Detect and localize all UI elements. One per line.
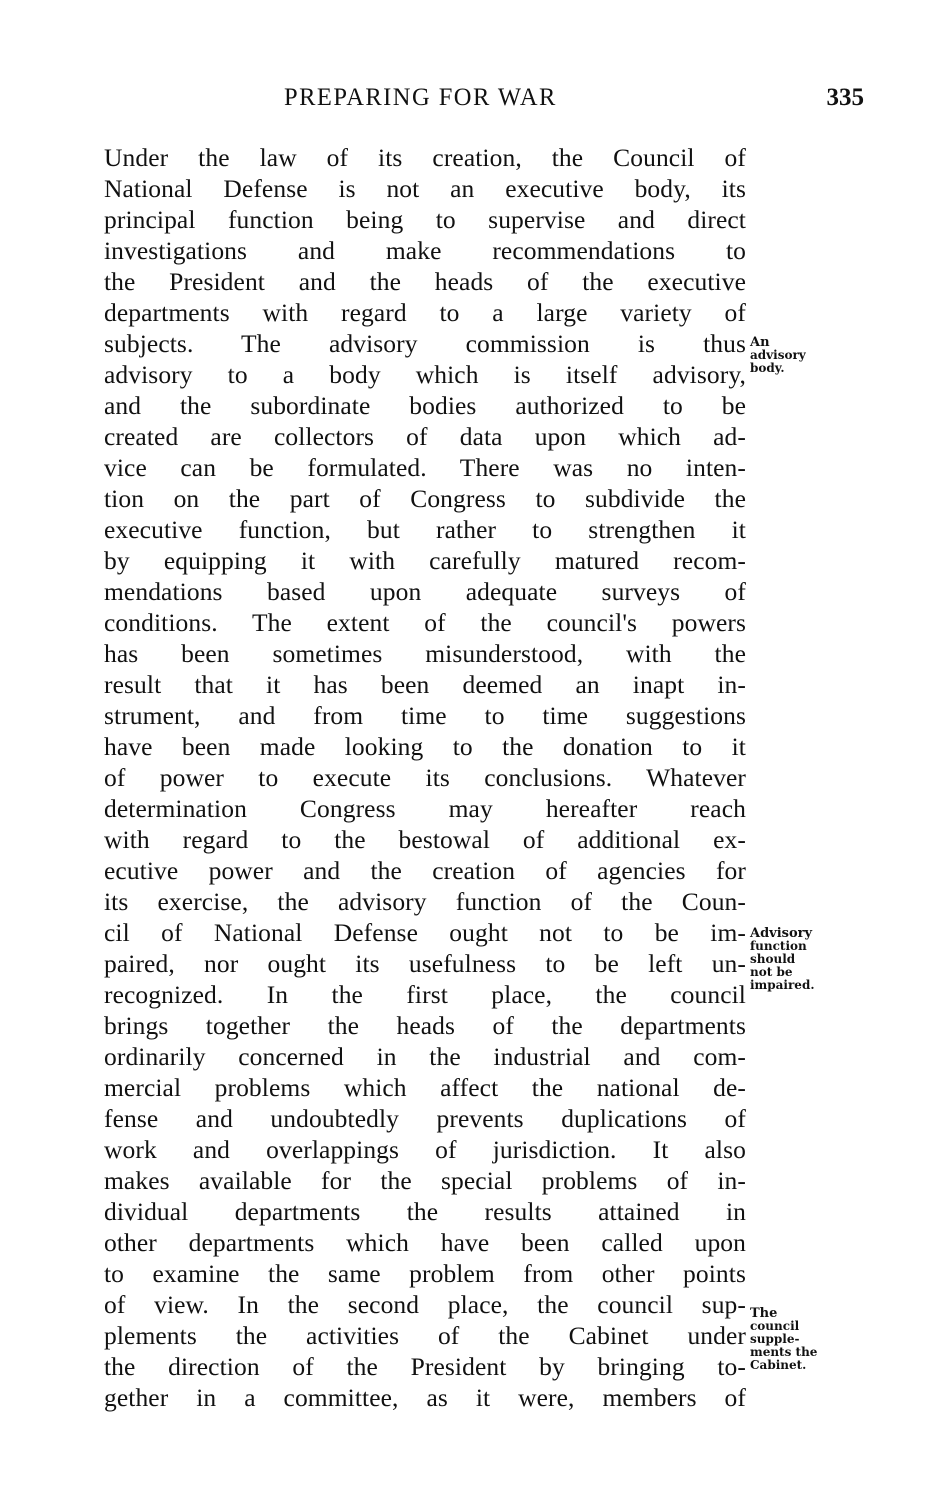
text-line: determination Congress may hereafter reach [104,794,746,823]
text-line: work and overlappings of jurisdiction. It also [104,1135,746,1164]
text-line: its exercise, the advisory function of the Coun- [104,887,746,916]
text-line: makes available for the special problems of in- [104,1166,746,1195]
running-title: PREPARING FOR WAR [284,84,557,111]
text-line: by equipping it with carefully matured recom- [104,546,746,575]
margin-note-line: Advisory [750,926,813,941]
margin-note-line: function [750,939,807,953]
margin-note-line: should [750,952,796,966]
text-line: tion on the part of Congress to subdivide the [104,484,746,513]
margin-note-line: supple- [750,1332,800,1346]
text-line: recognized. In the first place, the council [104,980,746,1009]
text-line: created are collectors of data upon which ad- [104,422,746,451]
margin-note-advisory-body [750,336,860,375]
text-line: strument, and from time to time suggestions [104,701,746,730]
margin-note-line: advisory [750,348,806,362]
text-line: conditions. The extent of the council's powers [104,608,746,637]
text-line: cil of National Defense ought not to be im- [104,918,746,947]
margin-note-council-supplements [750,1307,860,1372]
text-line: departments with regard to a large variety of [104,298,746,327]
text-line: result that it has been deemed an inapt in- [104,670,746,699]
margin-note-line: body. [750,361,785,375]
text-line: the President and the heads of the executive [104,267,746,296]
text-line: of view. In the second place, the council sup- [104,1290,746,1319]
text-line: subjects. The advisory commission is thus [104,329,746,358]
margin-note-line: ments the [750,1345,818,1359]
text-line: have been made looking to the donation to it [104,732,746,761]
margin-note-advisory-function [750,927,860,992]
text-line: paired, nor ought its usefulness to be left un- [104,949,746,978]
text-line: to examine the same problem from other points [104,1259,746,1288]
margin-note-line: council [750,1319,800,1333]
text-line: National Defense is not an executive body, its [104,174,746,203]
text-line: executive function, but rather to strengthen it [104,515,746,544]
text-line: the direction of the President by bringing to- [104,1352,746,1381]
text-line: advisory to a body which is itself advisory, [104,360,746,389]
margin-note-line: impaired. [750,978,815,992]
text-line: dividual departments the results attained in [104,1197,746,1226]
page-number: 335 [826,84,864,111]
text-line: and the subordinate bodies authorized to be [104,391,746,420]
text-line: mendations based upon adequate surveys of [104,577,746,606]
margin-note-line: Cabinet. [750,1358,807,1372]
text-line: ecutive power and the creation of agencies for [104,856,746,885]
text-line: fense and undoubtedly prevents duplications of [104,1104,746,1133]
margin-note-line: The [750,1306,778,1321]
text-line: investigations and make recommendations to [104,236,746,265]
text-line: ordinarily concerned in the industrial and com- [104,1042,746,1071]
body-text [104,142,746,1413]
text-line: other departments which have been called upon [104,1228,746,1257]
margin-note-line: not be [750,965,793,979]
text-line: plements the activities of the Cabinet under [104,1321,746,1350]
margin-note-line: An [750,335,770,350]
text-line: has been sometimes misunderstood, with the [104,639,746,668]
text-line: mercial problems which affect the national de- [104,1073,746,1102]
running-head [104,84,864,120]
text-line: with regard to the bestowal of additional ex- [104,825,746,854]
text-line: of power to execute its conclusions. Whatever [104,763,746,792]
text-line: vice can be formulated. There was no inten- [104,453,746,482]
text-line: gether in a committee, as it were, members of [104,1383,746,1412]
text-line: principal function being to supervise and direct [104,205,746,234]
text-line: Under the law of its creation, the Council of [104,143,746,172]
text-line: brings together the heads of the departments [104,1011,746,1040]
